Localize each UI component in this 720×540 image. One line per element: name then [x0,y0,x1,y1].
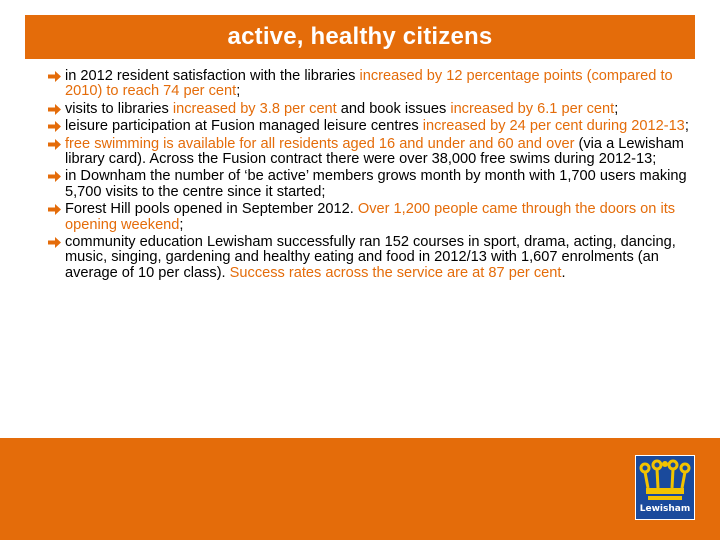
bullet-item [50,102,690,117]
highlight-text: increased by 3.8 per cent [172,100,337,117]
bullet-text: . [561,264,566,281]
bullet-text: ; [684,118,689,135]
logo-text: Lewisham [639,504,691,514]
bullet-text: Forest Hill pools opened in September 2012. [65,201,358,218]
bullet-list [50,69,690,283]
page-title: active, healthy citizens [227,23,493,50]
bullet-text: in 2012 resident satisfaction with the libraries [65,68,360,84]
bullet-text: ; [179,216,184,233]
right-arrow-icon [48,237,61,248]
right-arrow-icon [48,171,61,182]
title-bar [25,15,695,59]
right-arrow-icon [48,71,61,82]
bullet-item [50,202,690,233]
right-arrow-icon [48,104,61,115]
lewisham-logo [635,455,695,520]
bullet-text: and book issues [336,100,451,117]
bullet-item [50,137,690,168]
highlight-text: Over 1,200 people came through the doors on its opening weekend [65,201,676,233]
bullet-text: visits to libraries [65,100,173,117]
bullet-text: ; [236,83,241,100]
bullet-item [50,119,690,134]
highlight-text: free swimming is available for all residents aged 16 and under and 60 and over [65,135,575,152]
right-arrow-icon [48,204,61,215]
bullet-text: ; [614,100,619,117]
highlight-text: increased by 6.1 per cent [450,100,615,117]
bullet-text: community education Lewisham successfully ran 152 courses in sport, drama, acting, dancing, music, singing, gardening and healthy eating and food in 2012/13 with 1,607 enrolments (an average of 10 per class). [65,234,676,281]
right-arrow-icon [48,139,61,150]
bullet-text: leisure participation at Fusion managed leisure centres [65,118,423,135]
bullet-text: (via a Lewisham library card). Across the Fusion contract there were over 38,000 free swims during 2012-13; [65,135,684,168]
bullet-item [50,169,690,200]
right-arrow-icon [48,121,61,132]
highlight-text: increased by 12 percentage points (compared to 2010) to reach 74 per cent [65,68,673,100]
bullet-text: in Downham the number of ‘be active’ members grows month by month with 1,700 users making 5,700 visits to the centre since it started; [65,168,687,200]
highlight-text: Success rates across the service are at 87 per cent [229,264,562,281]
bullet-item [50,235,690,281]
crown-icon [636,458,694,504]
highlight-text: increased by 24 per cent during 2012-13 [422,118,685,135]
bullet-item [50,69,690,100]
footer-band [0,438,720,540]
